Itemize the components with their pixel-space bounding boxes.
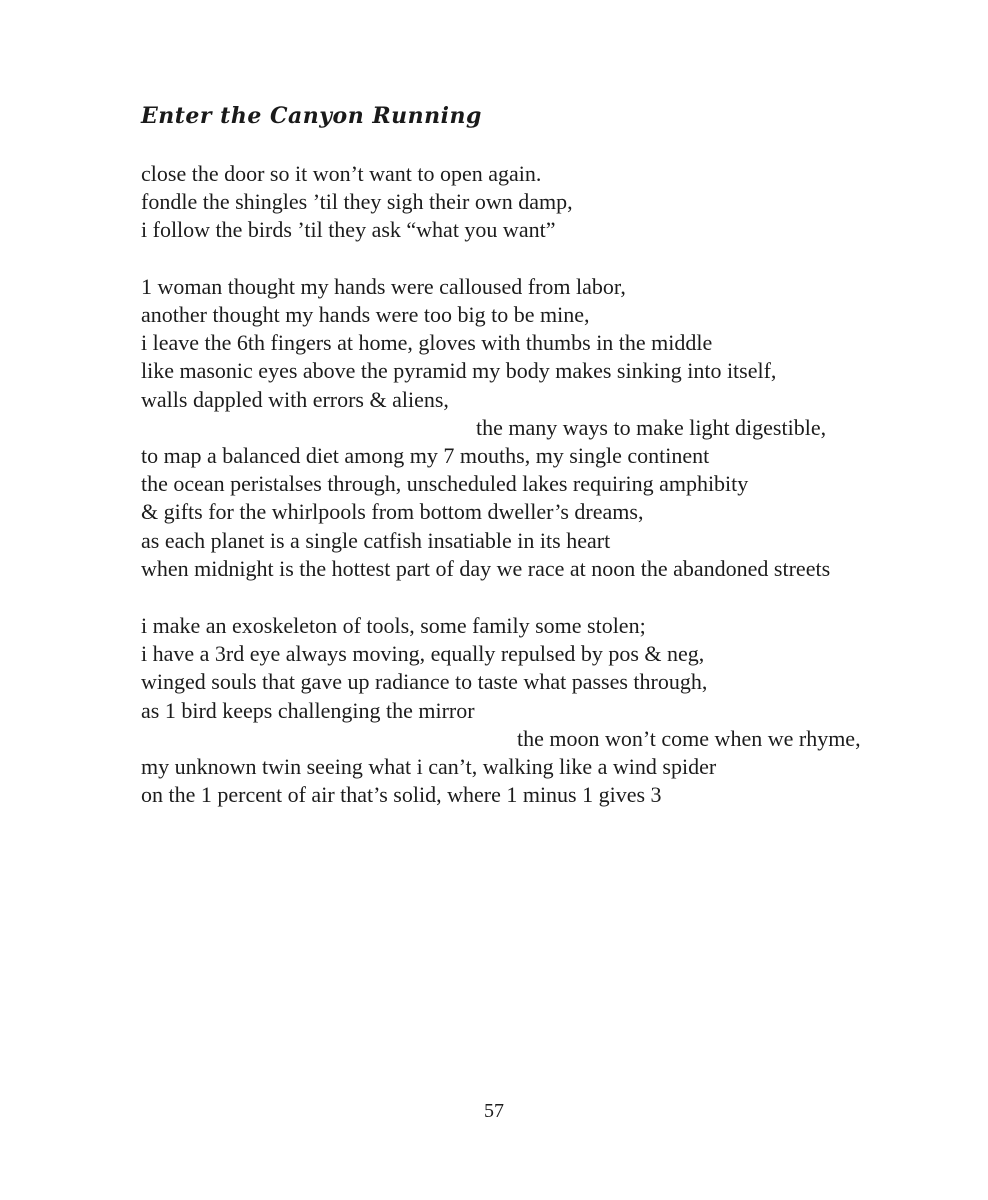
poem-line: when midnight is the hottest part of day we race at noon the abandoned streets — [141, 556, 831, 581]
poem-line: like masonic eyes above the pyramid my body makes sinking into itself, — [141, 358, 777, 383]
poem-line: my unknown twin seeing what i can’t, walking like a wind spider — [141, 754, 717, 779]
poem-line: the ocean peristalses through, unscheduled lakes requiring amphibity — [141, 471, 749, 496]
poem-line-indented: the many ways to make light digestible, — [476, 415, 827, 440]
poem-line: walls dappled with errors & aliens, — [141, 387, 449, 412]
poem-line: close the door so it won’t want to open again. — [141, 161, 542, 186]
poem-line-indented: the moon won’t come when we rhyme, — [517, 726, 861, 751]
page-number: 57 — [484, 1100, 504, 1122]
poem-line: i follow the birds ’til they ask “what you want” — [141, 217, 556, 242]
poem-line: fondle the shingles ’til they sigh their own damp, — [141, 189, 573, 214]
poem-line: i leave the 6th fingers at home, gloves with thumbs in the middle — [141, 330, 713, 355]
poem-line: to map a balanced diet among my 7 mouths, my single continent — [141, 443, 710, 468]
poem-line: i make an exoskeleton of tools, some family some stolen; — [141, 613, 646, 638]
poem-line: another thought my hands were too big to be mine, — [141, 302, 590, 327]
poem-title: Enter the Canyon Running — [141, 103, 482, 129]
poem-line: 1 woman thought my hands were calloused from labor, — [141, 274, 626, 299]
poem-line: i have a 3rd eye always moving, equally repulsed by pos & neg, — [141, 641, 705, 666]
poem-line: on the 1 percent of air that’s solid, where 1 minus 1 gives 3 — [141, 782, 662, 807]
poem-line: & gifts for the whirlpools from bottom dweller’s dreams, — [141, 499, 644, 524]
poem-line: winged souls that gave up radiance to taste what passes through, — [141, 669, 708, 694]
poem-line: as each planet is a single catfish insatiable in its heart — [141, 528, 611, 553]
poem-line: as 1 bird keeps challenging the mirror — [141, 698, 475, 723]
